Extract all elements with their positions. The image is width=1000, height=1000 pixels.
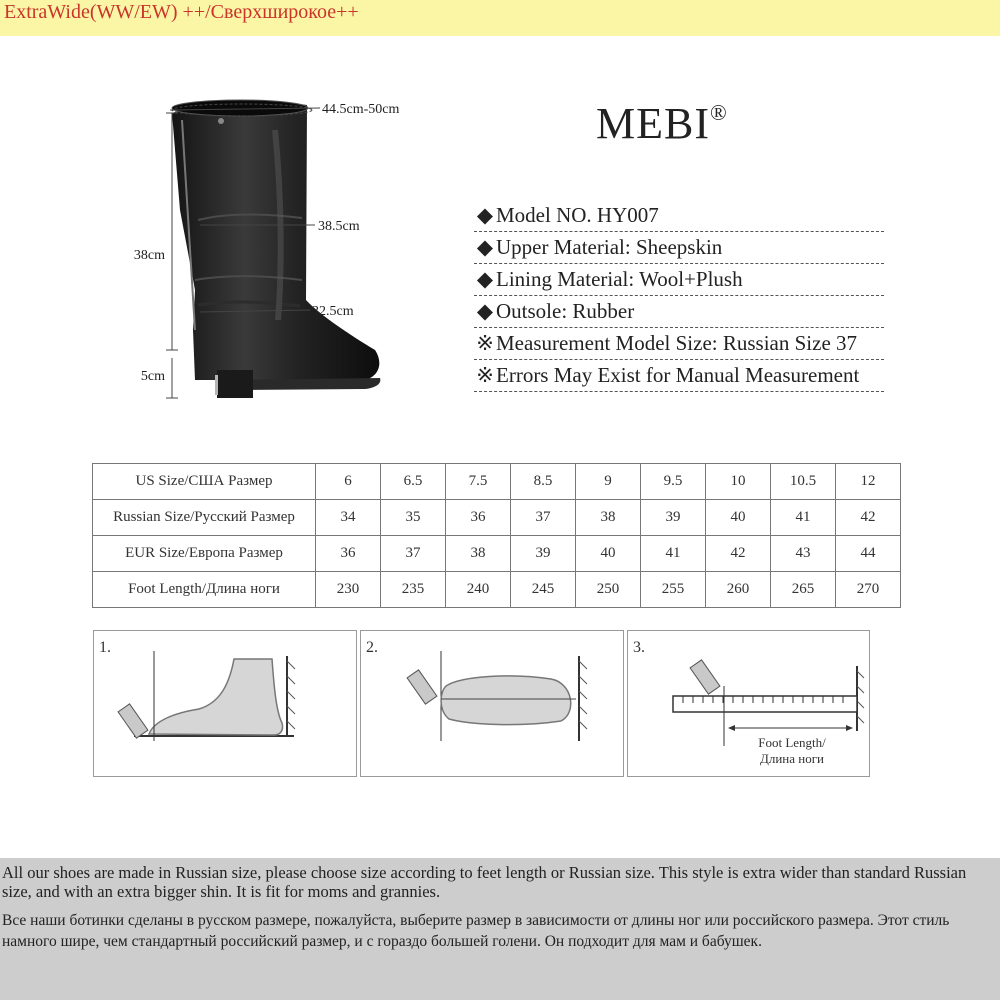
spec-upper-material: [474, 232, 884, 264]
table-cell: 6: [316, 464, 381, 500]
note-english: All our shoes are made in Russian size, please choose size according to feet length or Russian size. This style is extra wider than standard Russian size, and with an extra bigger shin. It is fit for moms and grannies.: [2, 863, 967, 901]
spec-model: [474, 200, 884, 232]
boot-image: [172, 100, 380, 398]
step-number: 1.: [99, 639, 111, 656]
table-cell: 240: [446, 572, 511, 608]
step-number: 2.: [366, 639, 378, 656]
spec-text: Upper Material: Sheepskin: [496, 235, 723, 259]
diamond-icon: ◆: [476, 267, 494, 291]
foot-side-view-illustration: [94, 631, 356, 776]
foot-length-ru: Длина ноги: [759, 751, 825, 766]
table-cell: 39: [641, 500, 706, 536]
top-banner: [0, 0, 1000, 36]
step-1-panel: [93, 630, 357, 777]
table-cell: 42: [706, 536, 771, 572]
table-cell: 34: [316, 500, 381, 536]
table-cell: 230: [316, 572, 381, 608]
table-cell: 10: [706, 464, 771, 500]
table-cell: 42: [836, 500, 901, 536]
table-cell: 36: [446, 500, 511, 536]
table-cell: 38: [446, 536, 511, 572]
step-3-panel: [627, 630, 870, 777]
table-cell: 9: [576, 464, 641, 500]
table-cell: 44: [836, 536, 901, 572]
table-cell: 255: [641, 572, 706, 608]
table-cell: 40: [706, 500, 771, 536]
table-cell: 265: [771, 572, 836, 608]
table-cell: 37: [511, 500, 576, 536]
size-chart-table: [92, 463, 901, 608]
table-cell: 37: [381, 536, 446, 572]
table-row: [93, 572, 901, 608]
table-cell: 41: [771, 500, 836, 536]
row-label: US Size/США Размер: [93, 464, 316, 500]
spec-outsole: [474, 296, 884, 328]
row-label: EUR Size/Европа Размер: [93, 536, 316, 572]
step-number: 3.: [633, 639, 645, 656]
table-row: [93, 500, 901, 536]
reference-mark-icon: ※: [476, 331, 494, 355]
table-cell: 270: [836, 572, 901, 608]
spec-lining-material: [474, 264, 884, 296]
spec-text: Measurement Model Size: Russian Size 37: [496, 331, 858, 355]
row-label: Foot Length/Длина ноги: [93, 572, 316, 608]
table-row: [93, 464, 901, 500]
boot-measurement-diagram: [20, 80, 460, 420]
row-label: Russian Size/Русский Размер: [93, 500, 316, 536]
table-cell: 41: [641, 536, 706, 572]
table-cell: 36: [316, 536, 381, 572]
brand-logo: [596, 98, 728, 149]
spec-text: Errors May Exist for Manual Measurement: [496, 363, 860, 387]
table-cell: 245: [511, 572, 576, 608]
top-circumference-label: 44.5cm-50cm: [322, 102, 400, 117]
table-cell: 6.5: [381, 464, 446, 500]
table-cell: 235: [381, 572, 446, 608]
reference-mark-icon: ※: [476, 363, 494, 387]
table-row: [93, 536, 901, 572]
table-cell: 12: [836, 464, 901, 500]
shaft-height-label: 38cm: [133, 248, 165, 263]
notes-section: [0, 858, 1000, 1000]
diamond-icon: ◆: [476, 203, 494, 227]
diamond-icon: ◆: [476, 235, 494, 259]
spec-text: Outsole: Rubber: [496, 299, 635, 323]
table-cell: 38: [576, 500, 641, 536]
product-specs: [474, 200, 884, 392]
table-cell: 39: [511, 536, 576, 572]
table-cell: 8.5: [511, 464, 576, 500]
foot-top-view-illustration: [361, 631, 623, 776]
step-2-panel: [360, 630, 624, 777]
table-cell: 43: [771, 536, 836, 572]
spec-measurement-model: [474, 328, 884, 360]
note-russian: Все наши ботинки сделаны в русском размере, пожалуйста, выберите размер в зависимости от длины ног или российского размера. Этот стиль намного шире, чем стандартный российский размер, и с гораздо большей голени. Он подходит для мам и бабушек.: [2, 912, 950, 950]
table-cell: 250: [576, 572, 641, 608]
table-cell: 40: [576, 536, 641, 572]
brand-name: MEBI: [596, 99, 710, 148]
spec-errors-note: [474, 360, 884, 392]
foot-length-caption: [740, 735, 844, 767]
spec-text: Model NO. HY007: [496, 203, 659, 227]
table-cell: 10.5: [771, 464, 836, 500]
table-cell: 7.5: [446, 464, 511, 500]
calf-circumference-label: 38.5cm: [318, 219, 360, 234]
table-cell: 9.5: [641, 464, 706, 500]
table-cell: 35: [381, 500, 446, 536]
registered-mark: ®: [710, 100, 728, 125]
ankle-circumference-label: 32.5cm: [312, 304, 354, 319]
table-cell: 260: [706, 572, 771, 608]
banner-title: ExtraWide(WW/EW) ++/Сверхширокое++: [4, 1, 359, 23]
spec-text: Lining Material: Wool+Plush: [496, 267, 743, 291]
foot-length-en: Foot Length/: [758, 735, 826, 750]
heel-height-label: 5cm: [140, 369, 165, 384]
diamond-icon: ◆: [476, 299, 494, 323]
